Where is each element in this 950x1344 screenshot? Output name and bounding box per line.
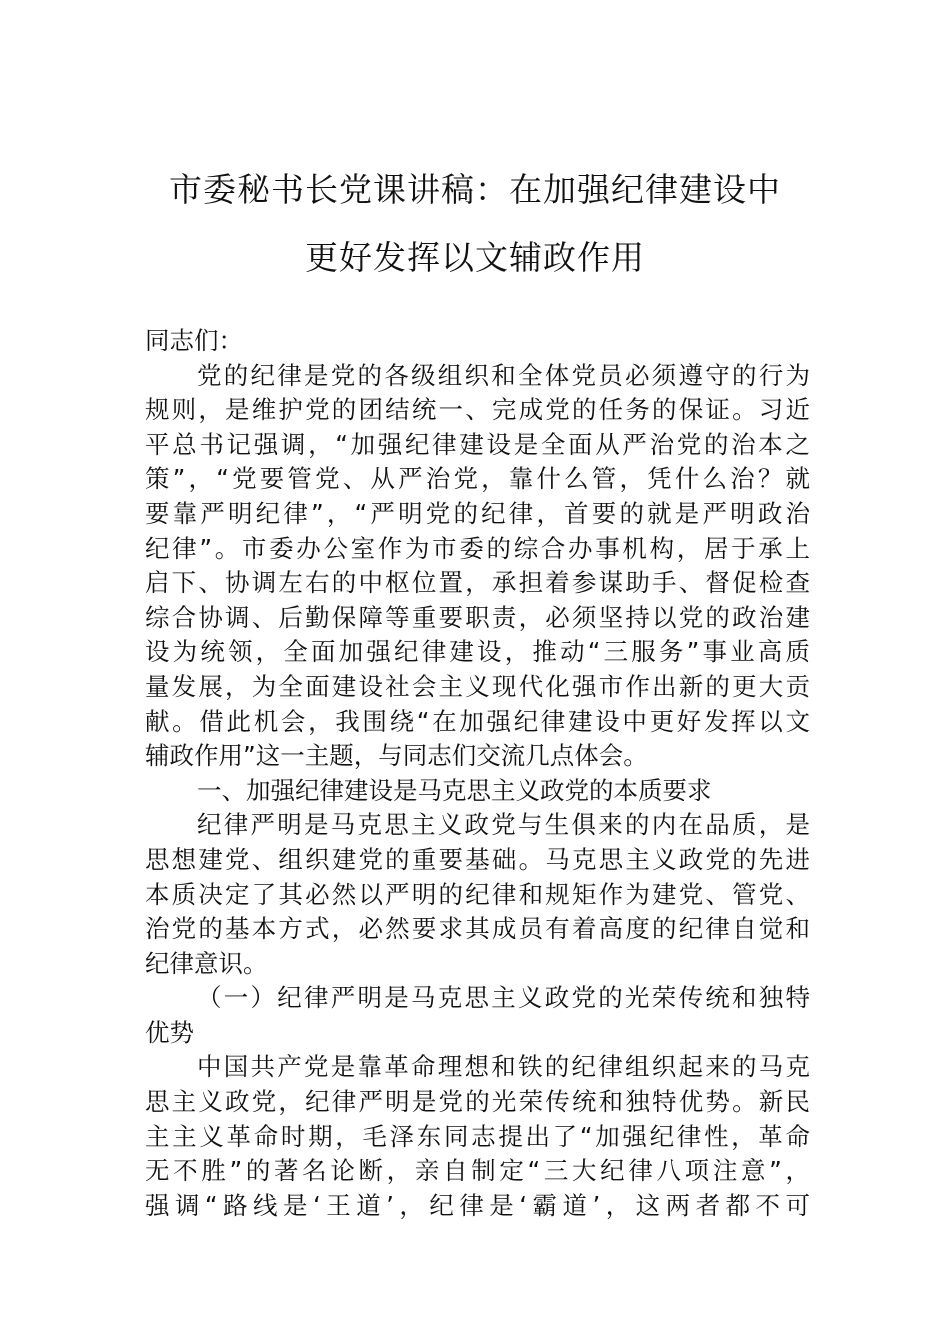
body-line: 规则，是维护党的团结统一、完成党的任务的保证。习近	[145, 395, 810, 425]
document-title-line-2: 更好发挥以文辅政作用	[305, 238, 645, 277]
document-body	[145, 324, 810, 1223]
body-line: 启下、协调左右的中枢位置，承担着参谋助手、督促检查	[145, 568, 810, 598]
body-line: 思想建党、组织建党的重要基础。马克思主义政党的先进	[145, 844, 810, 874]
body-line: 同志们：	[145, 326, 243, 355]
body-line: 一、加强纪律建设是马克思主义政党的本质要求	[197, 775, 712, 805]
body-line: 综合协调、后勤保障等重要职责，必须坚持以党的政治建	[145, 602, 810, 632]
body-line: 本质决定了其必然以严明的纪律和规矩作为建党、管党、	[145, 879, 810, 909]
body-line: 治党的基本方式，必然要求其成员有着高度的纪律自觉和	[145, 914, 810, 944]
body-line: 纪律意识。	[145, 948, 268, 978]
body-line: 强调“路线是‘王道’，纪律是‘霸道’，这两者都不可	[145, 1190, 810, 1220]
document-title-line-1: 市委秘书长党课讲稿：在加强纪律建设中	[169, 170, 781, 209]
body-line: 优势	[145, 1017, 194, 1047]
body-line: 思主义政党，纪律严明是党的光荣传统和独特优势。新民	[145, 1087, 810, 1117]
body-line: 主主义革命时期，毛泽东同志提出了“加强纪律性，革命	[145, 1121, 810, 1151]
body-line: 量发展，为全面建设社会主义现代化强市作出新的更大贡	[145, 671, 810, 701]
body-line: 平总书记强调，“加强纪律建设是全面从严治党的治本之	[145, 429, 810, 459]
body-line: （一）纪律严明是马克思主义政党的光荣传统和独特	[197, 983, 810, 1013]
body-line: 要靠严明纪律”，“严明党的纪律，首要的就是严明政治	[145, 498, 810, 528]
body-line: 策”，“党要管党、从严治党，靠什么管，凭什么治？就	[145, 464, 810, 494]
body-line: 设为统领，全面加强纪律建设，推动“三服务”事业高质	[145, 637, 810, 667]
body-line: 献。借此机会，我围绕“在加强纪律建设中更好发挥以文	[145, 706, 810, 736]
body-line: 辅政作用”这一主题，与同志们交流几点体会。	[145, 741, 648, 771]
body-line: 党的纪律是党的各级组织和全体党员必须遵守的行为	[197, 360, 810, 390]
body-line: 纪律严明是马克思主义政党与生俱来的内在品质，是	[197, 810, 810, 840]
body-line: 无不胜”的著名论断，亲自制定“三大纪律八项注意”，	[145, 1156, 810, 1186]
body-line: 纪律”。市委办公室作为市委的综合办事机构，居于承上	[145, 533, 810, 563]
body-line: 中国共产党是靠革命理想和铁的纪律组织起来的马克	[197, 1052, 810, 1082]
